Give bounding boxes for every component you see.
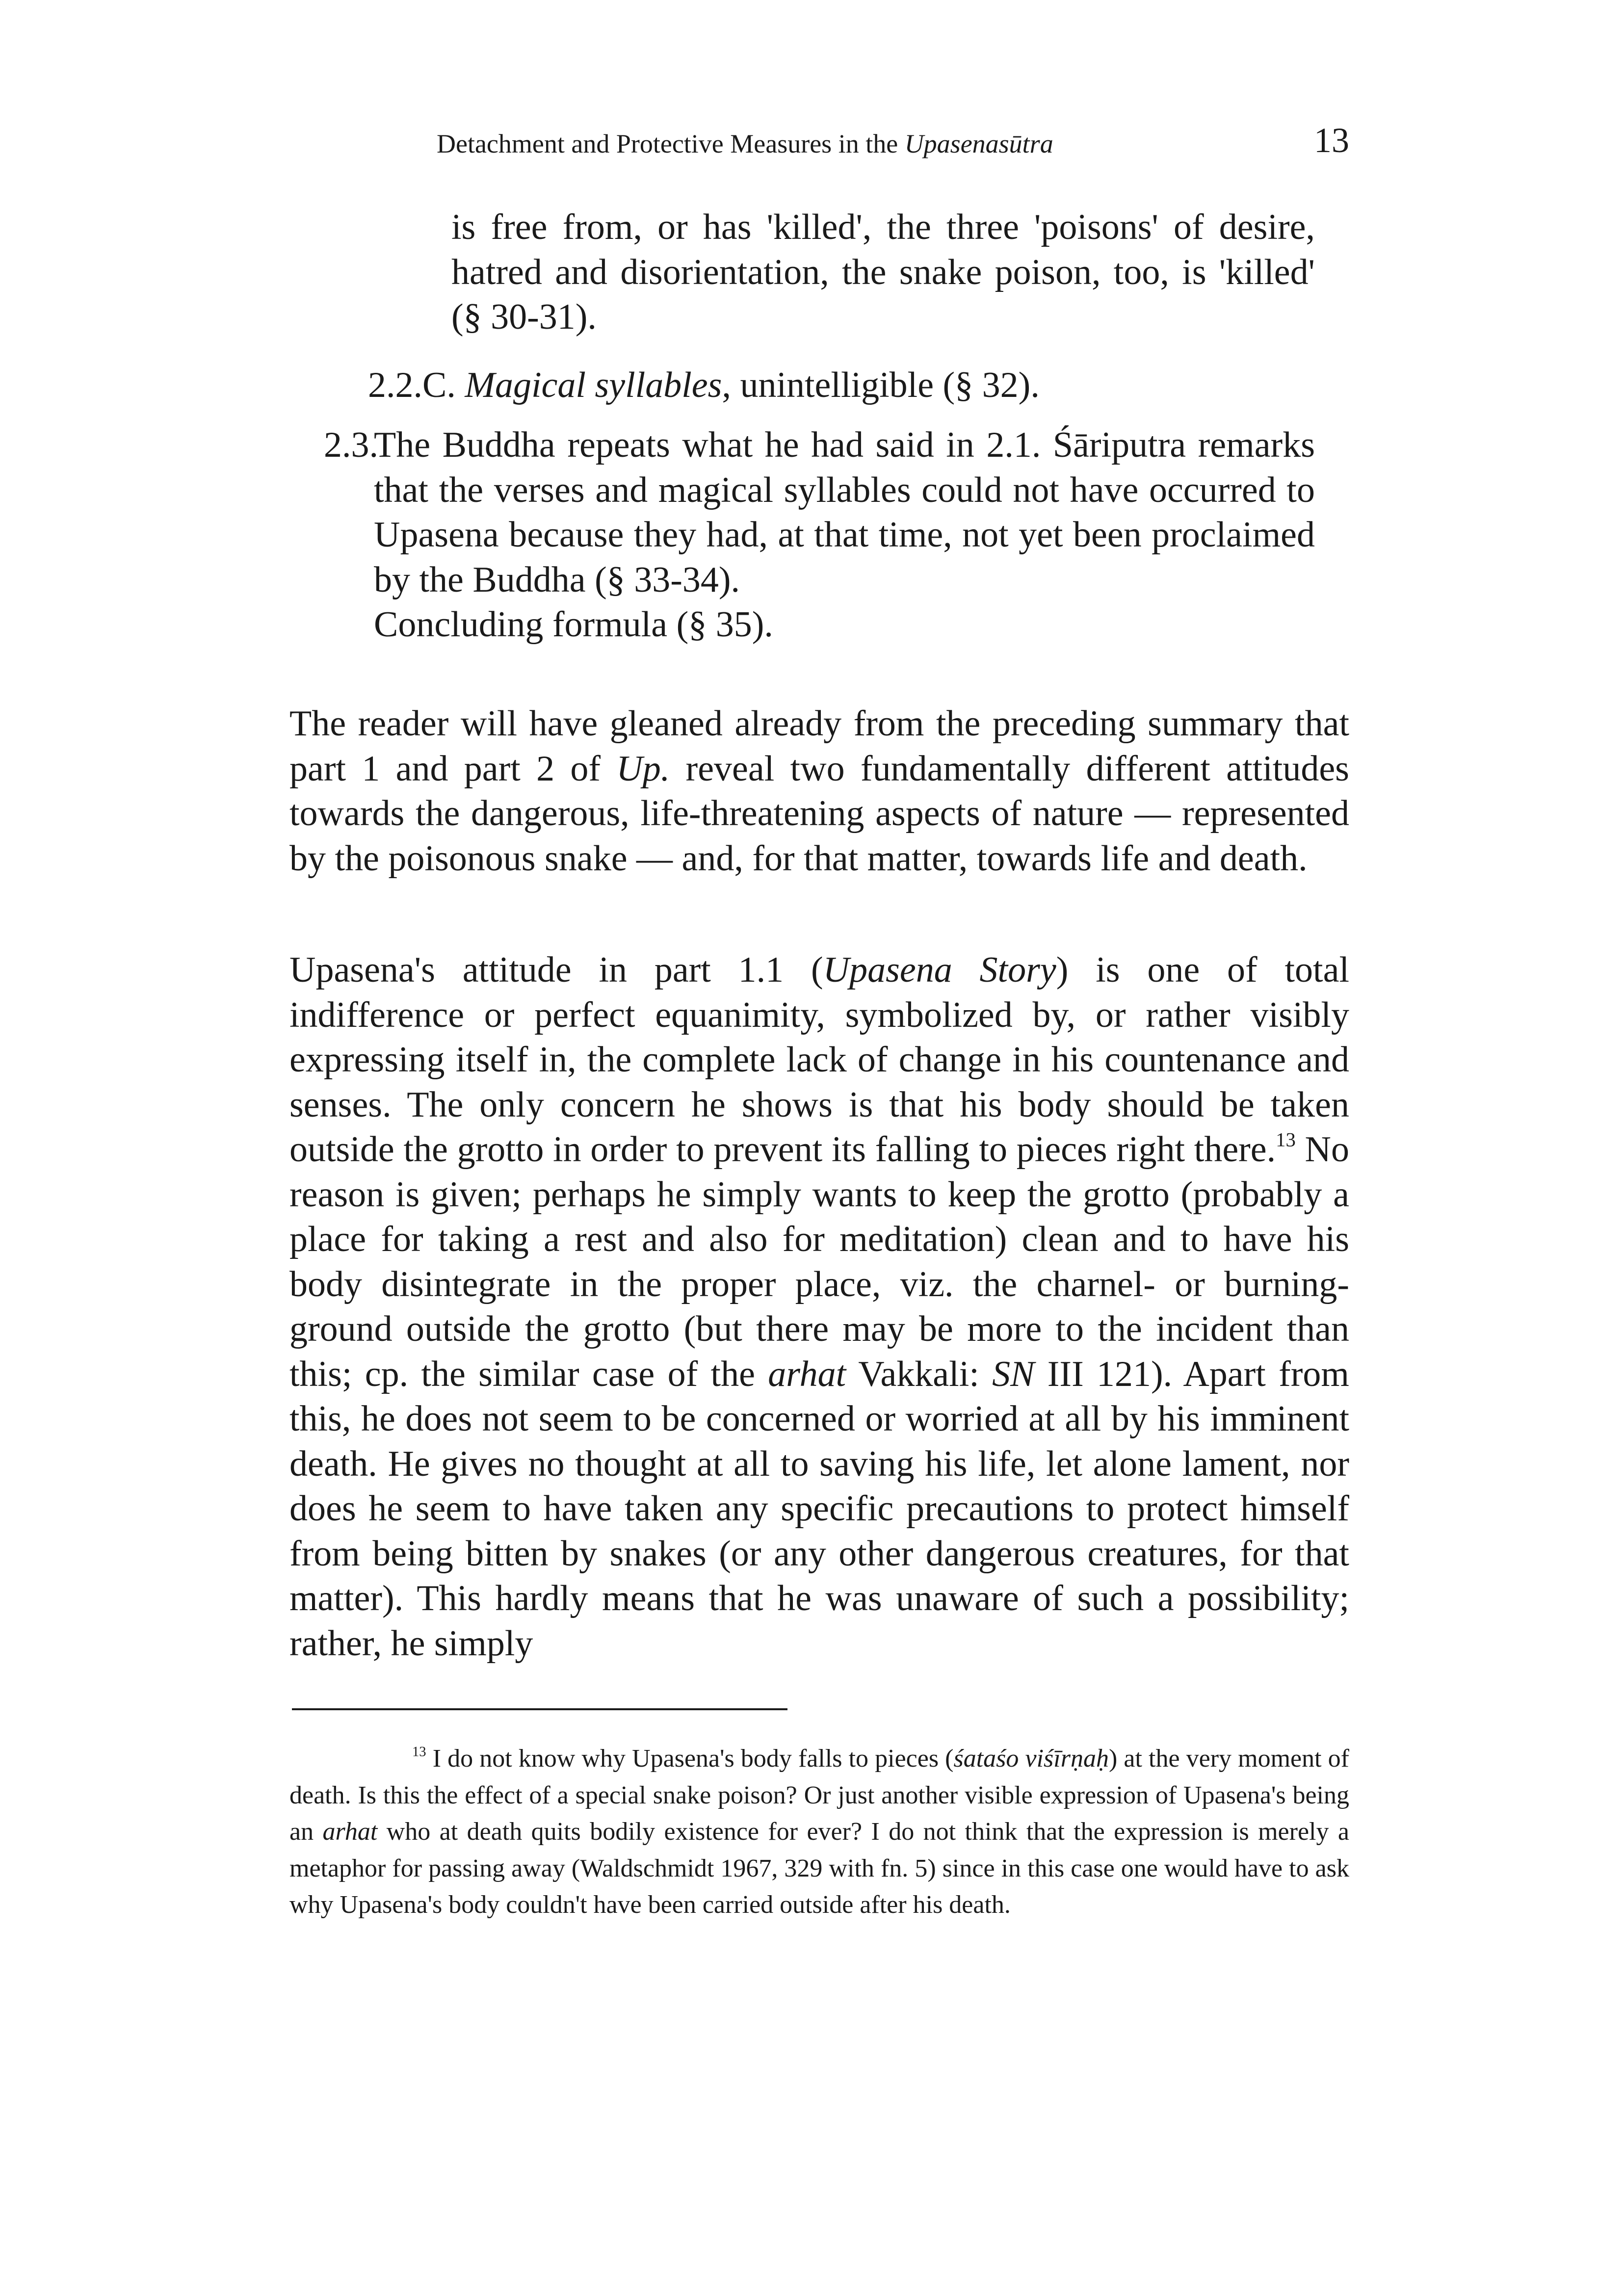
outline-continued-text: is free from, or has 'killed', the three 'poisons' of desire, hatred and disorientation, the snake poison, too, is 'killed' (§ 30-31). xyxy=(451,207,1315,337)
p1-text-a: The reader will have gleaned already from the preceding summary that part 1 and part 2 of xyxy=(289,704,1349,789)
p2-text-e: III 121). Apart from this, he does not seem to be concerned or worried at all by his imminent death. He gives no thought at all to saving his life, let alone lament, nor does he seem to have taken any specific precautions to protect himself from being bitten by snakes (or any other dangerous creatures, for that matter). This hardly means that he was unaware of such a possibility; rather, he simply xyxy=(289,1354,1349,1664)
item-number: 2.3. xyxy=(324,425,378,465)
p2-arhat: arhat xyxy=(768,1354,846,1394)
outline-item-2-2-c xyxy=(368,363,1315,408)
p2-sn: SN xyxy=(992,1354,1035,1394)
page-number: 13 xyxy=(1314,121,1349,160)
item-text: , unintelligible (§ 32). xyxy=(722,365,1040,405)
running-header xyxy=(437,127,1349,161)
p2-text-b: ) is one of total indifference or perfect equanimity, symbolized by, or rather visibly expressing itself in, the complete lack of change in his countenance and senses. The only concern he shows is that his body should be taken outside the grotto in order to prevent its falling to pieces right there. xyxy=(289,950,1349,1170)
item-title: Magical syllables xyxy=(465,365,722,405)
item-text: The Buddha repeats what he had said in 2.1. Śāriputra remarks that the verses and magical syllables could not have occurred to Upasena because they had, at that time, not yet been proclaimed by the Buddha (§ 33-34). xyxy=(374,425,1315,600)
p2-upasena-story: Upasena Story xyxy=(823,950,1056,990)
fn-sanskrit-term: śataśo viśīrṇaḥ xyxy=(953,1745,1109,1773)
paragraph-2 xyxy=(289,948,1349,1666)
p1-text-b: reveal two fundamentally different attitudes towards the dangerous, life-threatening aspects of nature — represented by the poisonous snake — and, for that matter, towards life and death. xyxy=(289,748,1349,879)
footnote-number: 13 xyxy=(412,1744,426,1760)
running-title: Detachment and Protective Measures in the xyxy=(437,129,905,158)
p2-text-d: Vakkali: xyxy=(846,1354,993,1394)
fn-text-c: who at death quits bodily existence for ever? I do not think that the expression is merely a metaphor for passing away (Waldschmidt 1967, 329 with fn. 5) since in this case one would have to ask why Upasena's body couldn't have been carried outside after his death. xyxy=(289,1818,1349,1919)
footnote-separator xyxy=(292,1708,787,1710)
fn-text-b: ) at the very moment of death. Is this the effect of a special snake poison? Or just another visible expression of Upasena's being an xyxy=(289,1745,1350,1846)
p2-text-c: No reason is given; perhaps he simply wants to keep the grotto (probably a place for taking a rest and also for meditation) clean and to have his body disintegrate in the proper place, viz. the charnel- or burning-ground outside the grotto (but there may be more to the incident than this; cp. the similar case of the xyxy=(289,1129,1349,1394)
footnote-13 xyxy=(289,1741,1349,1924)
item-number: 2.2.C. xyxy=(368,365,456,405)
concluding-formula: Concluding formula (§ 35). xyxy=(374,604,773,645)
fn-arhat: arhat xyxy=(322,1818,378,1846)
footnote-ref[interactable]: 13 xyxy=(1276,1128,1296,1151)
p2-text-a: Upasena's attitude in part 1.1 ( xyxy=(289,950,823,990)
fn-text-a: I do not know why Upasena's body falls to pieces ( xyxy=(426,1745,954,1773)
running-title-italic: Upasenasūtra xyxy=(904,129,1053,158)
p1-up-abbrev: Up. xyxy=(616,748,670,789)
paragraph-1 xyxy=(289,702,1349,881)
